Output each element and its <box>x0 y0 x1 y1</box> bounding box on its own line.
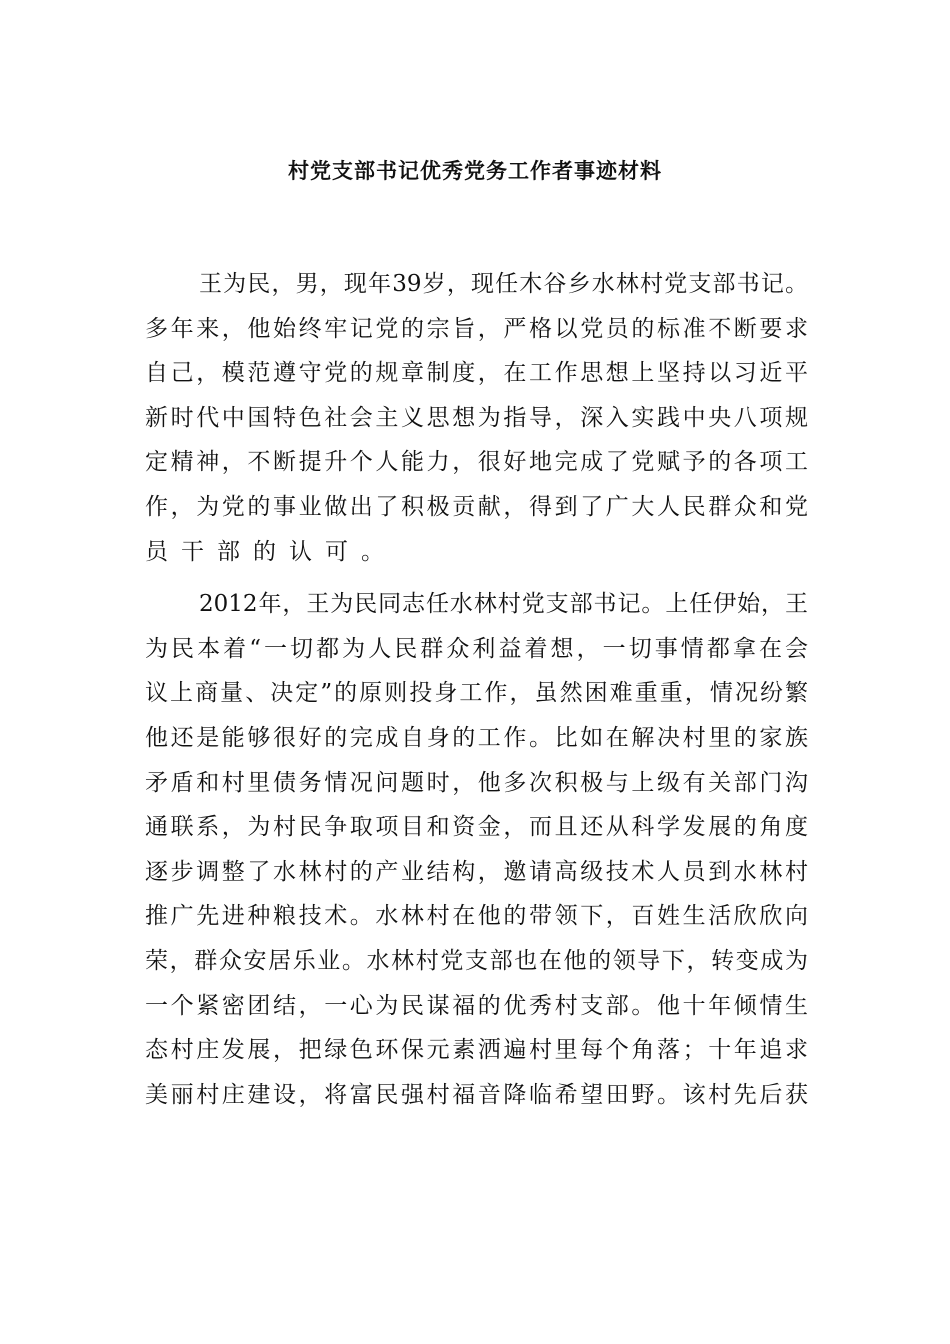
document-body <box>145 262 808 1117</box>
paragraph <box>145 262 808 574</box>
text-line: 新时代中国特色社会主义思想为指导，深入实践中央八项规 <box>145 404 808 431</box>
text-line: 2012年，王为民同志任水林村党支部书记。上任伊始，王 <box>199 591 808 618</box>
text-line: 为民本着“一切都为人民群众利益着想，一切事情都拿在会 <box>145 635 808 662</box>
text-line: 议上商量、决定”的原则投身工作，虽然困难重重，情况纷繁 <box>145 680 808 707</box>
text-line: 定精神，不断提升个人能力，很好地完成了党赋予的各项工 <box>145 449 808 476</box>
text-line: 荣，群众安居乐业。水林村党支部也在他的领导下，转变成为 <box>145 947 808 974</box>
text-line: 推广先进种粮技术。水林村在他的带领下，百姓生活欣欣向 <box>145 903 808 930</box>
text-line: 通联系，为村民争取项目和资金，而且还从科学发展的角度 <box>145 814 808 841</box>
text-line: 他还是能够很好的完成自身的工作。比如在解决村里的家族 <box>145 724 808 751</box>
paragraph <box>145 582 808 1117</box>
text-line: 作，为党的事业做出了积极贡献，得到了广大人民群众和党 <box>145 493 808 520</box>
text-line: 员干部的认可。 <box>145 538 397 565</box>
text-line: 态村庄发展，把绿色环保元素洒遍村里每个角落；十年追求 <box>145 1037 808 1064</box>
text-line: 美丽村庄建设，将富民强村福音降临希望田野。该村先后获 <box>145 1081 808 1108</box>
text-line: 逐步调整了水林村的产业结构，邀请高级技术人员到水林村 <box>145 858 808 885</box>
text-line: 自己，模范遵守党的规章制度，在工作思想上坚持以习近平 <box>145 360 808 387</box>
text-line: 一个紧密团结，一心为民谋福的优秀村支部。他十年倾情生 <box>145 992 808 1019</box>
document-title: 村党支部书记优秀党务工作者事迹材料 <box>288 158 662 183</box>
text-line: 王为民，男，现年39岁，现任木谷乡水林村党支部书记。 <box>199 271 808 297</box>
text-line: 矛盾和村里债务情况问题时，他多次积极与上级有关部门沟 <box>145 769 808 796</box>
text-line: 多年来，他始终牢记党的宗旨，严格以党员的标准不断要求 <box>145 315 808 342</box>
